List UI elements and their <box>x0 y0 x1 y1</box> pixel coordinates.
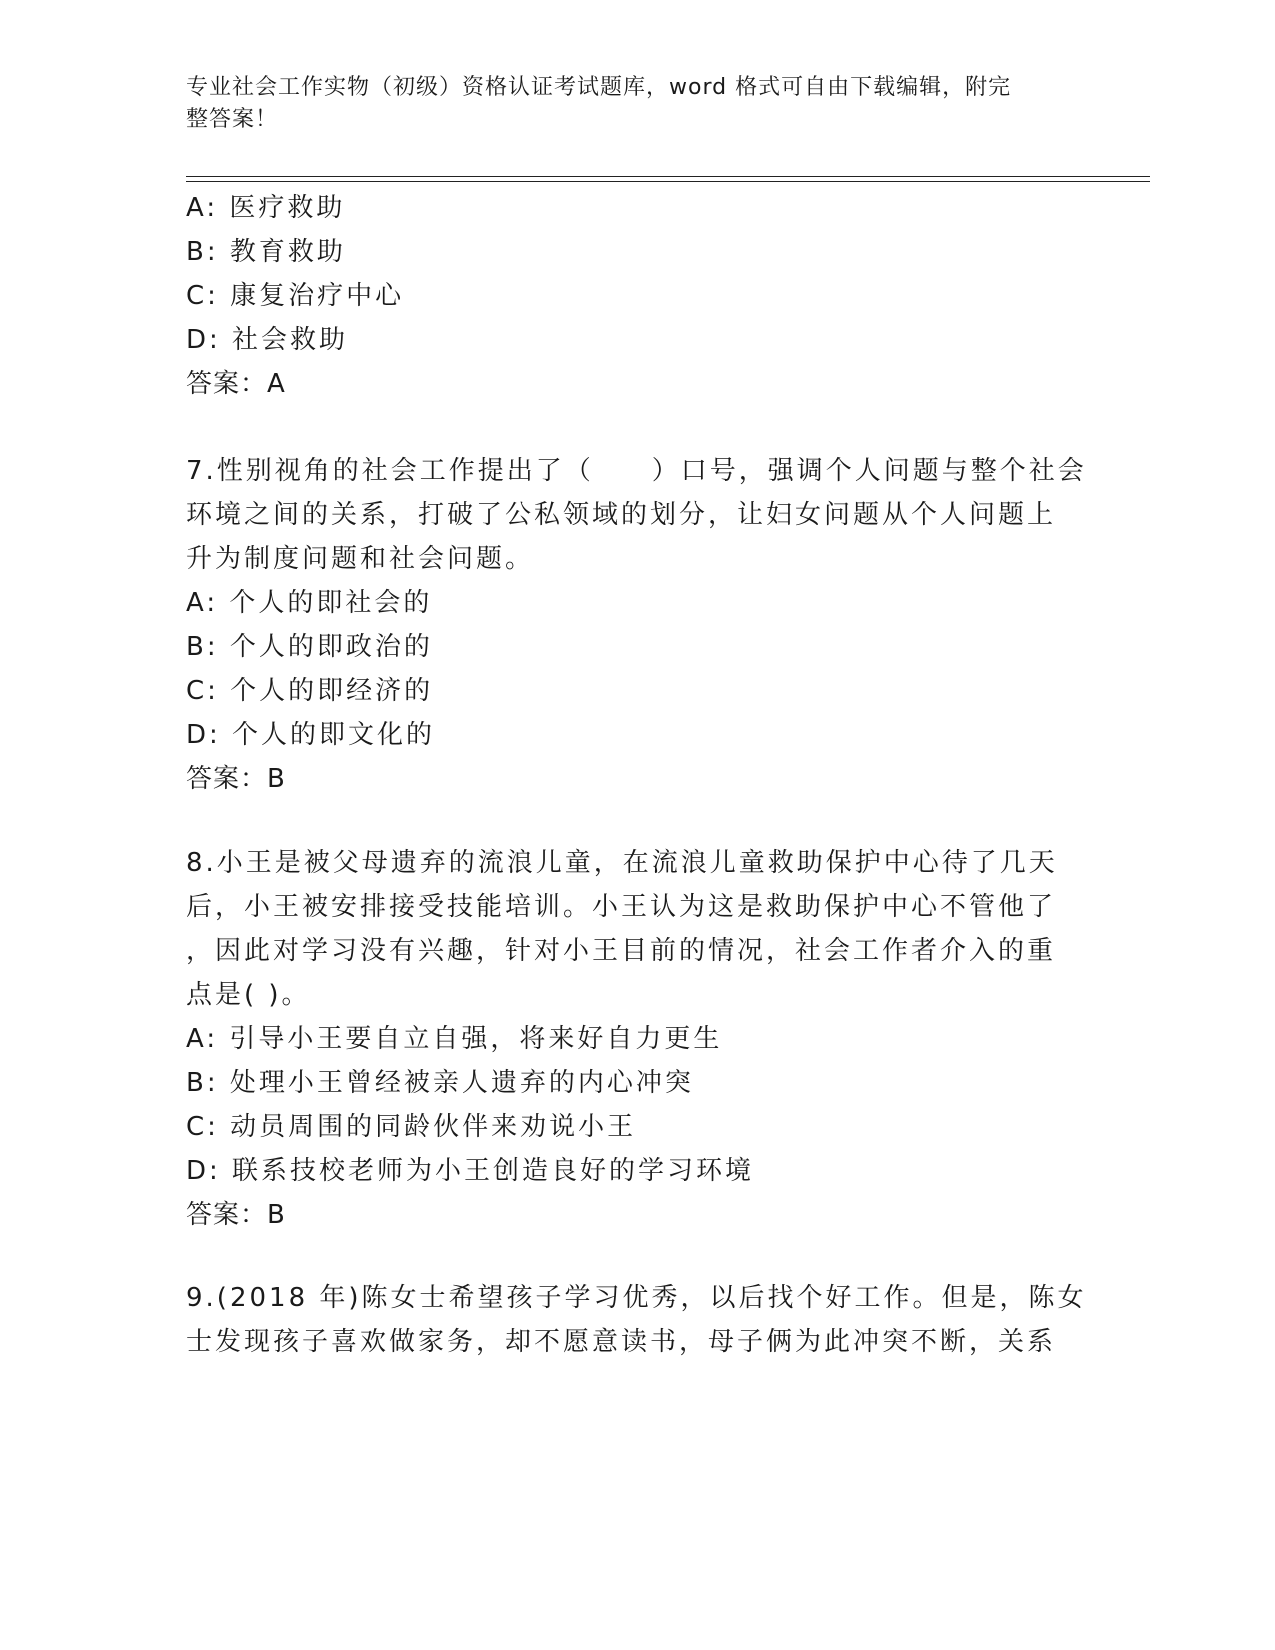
document-header <box>186 72 1066 136</box>
header-divider-bottom <box>186 181 1150 182</box>
q8-option-c: C: 动员周围的同龄伙伴来劝说小王 <box>186 1112 637 1142</box>
q6-option-c: C: 康复治疗中心 <box>186 281 405 311</box>
q6-option-a: A: 医疗救助 <box>186 193 346 223</box>
q8-stem-line-2: 后，小王被安排接受技能培训。小王认为这是救助保护中心不管他了 <box>186 892 1057 922</box>
q8-option-b: B: 处理小王曾经被亲人遗弃的内心冲突 <box>186 1068 694 1098</box>
q9-stem-line-1: 9.(2018 年)陈女士希望孩子学习优秀，以后找个好工作。但是，陈女 <box>186 1283 1087 1313</box>
q7-answer: 答案：B <box>186 764 286 794</box>
q8-stem-line-3: ，因此对学习没有兴趣，针对小王目前的情况，社会工作者介入的重 <box>186 936 1057 966</box>
q7-option-a: A: 个人的即社会的 <box>186 588 433 618</box>
header-line-2: 整答案！ <box>186 107 279 132</box>
q7-option-b: B: 个人的即政治的 <box>186 632 433 662</box>
q6-option-b: B: 教育救助 <box>186 237 346 267</box>
q7-stem-line-2: 环境之间的关系，打破了公私领域的划分，让妇女问题从个人问题上 <box>186 500 1057 530</box>
q7-stem-line-3: 升为制度问题和社会问题。 <box>186 544 535 574</box>
q9-stem-line-2: 士发现孩子喜欢做家务，却不愿意读书，母子俩为此冲突不断，关系 <box>186 1327 1057 1357</box>
q6-option-d: D: 社会救助 <box>186 325 349 355</box>
q8-stem-line-4: 点是( )。 <box>186 980 311 1010</box>
q6-answer: 答案：A <box>186 369 286 399</box>
q8-option-d: D: 联系技校老师为小王创造良好的学习环境 <box>186 1156 755 1186</box>
q7-stem-line-1: 7.性别视角的社会工作提出了（ ）口号，强调个人问题与整个社会 <box>186 456 1087 486</box>
header-divider-top <box>186 176 1150 177</box>
q8-answer: 答案：B <box>186 1200 286 1230</box>
q8-option-a: A: 引导小王要自立自强，将来好自力更生 <box>186 1024 723 1054</box>
header-line-1: 专业社会工作实物（初级）资格认证考试题库，word 格式可自由下载编辑，附完 <box>186 75 1012 100</box>
q7-option-d: D: 个人的即文化的 <box>186 720 436 750</box>
q8-stem-line-1: 8.小王是被父母遗弃的流浪儿童，在流浪儿童救助保护中心待了几天 <box>186 848 1058 878</box>
q7-option-c: C: 个人的即经济的 <box>186 676 434 706</box>
